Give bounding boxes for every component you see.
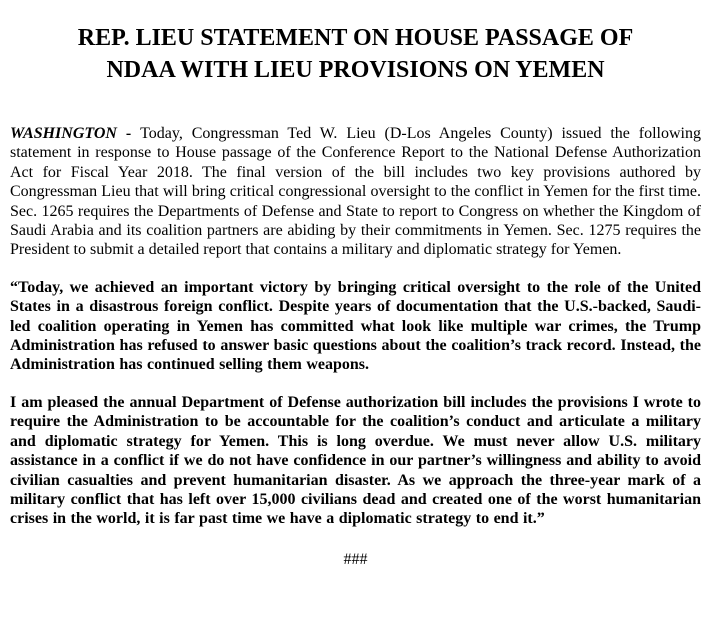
dateline: WASHINGTON (10, 125, 117, 142)
dateline-separator: - (116, 125, 141, 142)
page-title (10, 22, 701, 86)
intro-text: Today, Congressman Ted W. Lieu (D-Los Angeles County) issued the following statement in response to House passage of the Conference Report to the National Defense Authorization Act for Fiscal Year 2018. The final version of the bill includes two key provisions authored by Congressman Lieu that will bring critical congressional oversight to the conflict in Yemen for the first time. Sec. 1265 requires the Departments of Defense and State to report to Congress on whether the Kingdom of Saudi Arabia and its coalition partners are abiding by their commitments in Yemen. Sec. 1275 requires the President to submit a detailed report that contains a military and diplomatic strategy for Yemen. (10, 125, 702, 259)
intro-paragraph (10, 124, 701, 260)
title-line-2: NDAA WITH LIEU PROVISIONS ON YEMEN (106, 57, 605, 83)
title-line-1: REP. LIEU STATEMENT ON HOUSE PASSAGE OF (77, 25, 634, 51)
end-mark: ### (343, 550, 368, 568)
quote-paragraph-1: “Today, we achieved an important victory by bringing critical oversight to the role of the United States in a disastrous foreign conflict. Despite years of documentation that the U.S.-backed, Saudi-led coalition operating in Yemen has committed what look like multiple war crimes, the Trump Administration has refused to answer basic questions about the coalition’s track record. Instead, the Administration has continued selling them weapons. (10, 278, 701, 374)
quote-paragraph-2: I am pleased the annual Department of Defense authorization bill includes the provisions I wrote to require the Administration to be accountable for the coalition’s conduct and articulate a military and diplomatic strategy for Yemen. This is long overdue. We must never allow U.S. military assistance in a conflict if we do not have confidence in our partner’s willingness and ability to avoid civilian casualties and prevent humanitarian disaster. As we approach the three-year mark of a military conflict that has left over 15,000 civilians dead and created one of the worst humanitarian crises in the world, it is far past time we have a diplomatic strategy to end it.” (10, 393, 701, 528)
